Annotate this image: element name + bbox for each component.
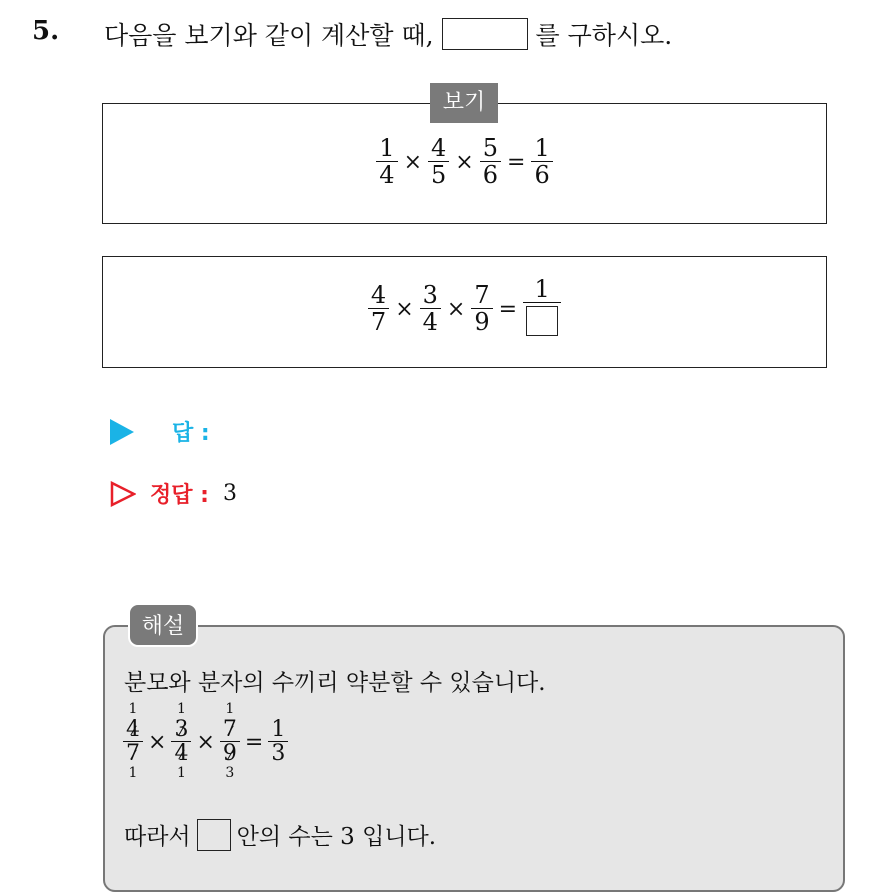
problem-box (102, 256, 827, 368)
solution-line3-after: 안의 수는 3 입니다. (236, 824, 437, 850)
cancel-struck-numerator: 4 (126, 717, 140, 742)
example-numerator: 4 (431, 134, 447, 162)
cancel-fraction (220, 702, 240, 782)
cancel-struck-numerator: 3 (174, 717, 189, 742)
problem-fraction (523, 277, 561, 343)
problem-equation (103, 277, 826, 343)
question-number: 5. (32, 16, 60, 46)
question-text (104, 16, 672, 52)
cancel-struck-denominator: 7 (126, 741, 140, 767)
cancel-fraction (171, 702, 191, 782)
cancel-operator: = (244, 729, 264, 755)
question-text-after: 를 구하시오. (535, 21, 673, 50)
example-denominator: 5 (428, 161, 449, 190)
result-numerator: 1 (271, 717, 286, 742)
correct-label: 정답 : (150, 483, 209, 508)
example-numerator: 1 (379, 134, 395, 162)
example-numerator: 1 (534, 134, 550, 162)
answer-row (110, 416, 210, 447)
problem-numerator: 7 (474, 281, 490, 309)
cancel-numerator (123, 718, 143, 741)
problem-denominator (523, 302, 561, 343)
cancel-fraction (268, 718, 288, 766)
problem-denominator: 9 (471, 308, 492, 337)
example-fraction (376, 136, 397, 190)
outline-triangle-icon (110, 481, 136, 507)
cancel-denominator (123, 741, 143, 766)
example-numerator: 5 (482, 134, 498, 162)
problem-numerator: 1 (534, 275, 550, 303)
solution-line3-before: 따라서 (124, 824, 191, 850)
example-denominator: 6 (480, 161, 501, 190)
cancel-bottom-value: 1 (176, 765, 186, 782)
cancel-bottom-value: 3 (225, 765, 235, 782)
problem-answer-square (526, 306, 558, 336)
solution-cancel-equation (122, 702, 289, 782)
cancel-struck-denominator: 9 (222, 741, 237, 767)
question-text-before: 다음을 보기와 같이 계산할 때, (104, 21, 434, 50)
example-fraction (531, 136, 552, 190)
example-fraction (428, 136, 449, 190)
cancel-numerator (171, 718, 191, 741)
problem-numerator: 3 (422, 281, 438, 309)
cancel-struck-denominator: 4 (174, 741, 189, 767)
problem-fraction (420, 283, 441, 337)
answer-blank-box (442, 18, 528, 50)
cancel-denominator (171, 741, 191, 766)
solution-line3 (124, 818, 436, 851)
example-operator: = (507, 150, 526, 176)
problem-operator: × (395, 297, 414, 323)
solution-blank-box (197, 819, 231, 851)
problem-numerator: 4 (370, 281, 387, 309)
play-triangle-icon (110, 419, 134, 445)
example-operator: × (403, 150, 422, 176)
problem-denominator: 7 (368, 308, 389, 337)
problem-operator: × (446, 297, 466, 323)
problem-fraction (471, 283, 492, 337)
example-denominator: 6 (531, 161, 552, 190)
cancel-fraction (123, 702, 143, 782)
problem-denominator: 4 (420, 308, 441, 337)
cancel-operator: × (148, 729, 167, 755)
example-denominator: 4 (376, 161, 397, 190)
cancel-struck-numerator: 7 (222, 717, 237, 742)
problem-operator: = (498, 297, 518, 323)
example-equation (103, 136, 826, 190)
example-operator: × (455, 150, 474, 176)
solution-line1: 분모와 분자의 수끼리 약분할 수 있습니다. (124, 670, 546, 696)
result-denominator: 3 (268, 741, 288, 766)
example-fraction (480, 136, 501, 190)
correct-row (110, 478, 237, 509)
cancel-top-value: 1 (128, 701, 138, 717)
cancel-bottom-value: 1 (128, 765, 138, 782)
cancel-numerator (220, 718, 240, 741)
answer-label: 답 : (172, 421, 210, 446)
problem-fraction (368, 283, 389, 337)
cancel-operator: × (196, 729, 215, 755)
cancel-top-value: 1 (225, 701, 235, 717)
cancel-top-value: 1 (176, 701, 186, 717)
solution-tag: 해설 (128, 603, 198, 647)
cancel-denominator (220, 741, 240, 766)
correct-value: 3 (222, 481, 237, 506)
example-tag: 보기 (430, 83, 498, 123)
